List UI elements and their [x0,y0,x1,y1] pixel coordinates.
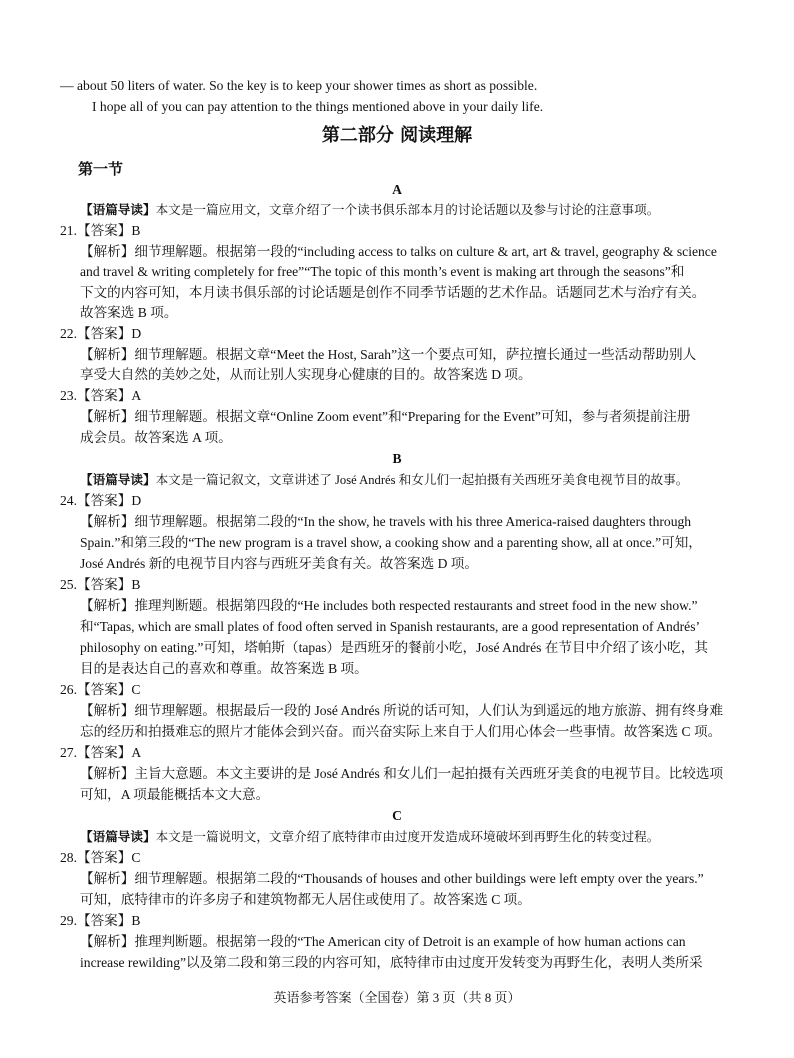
page-footer: 英语参考答案（全国卷）第 3 页（共 8 页） [273,990,521,1005]
analysis-21-line-3: 下文的内容可知，本月读书俱乐部的讨论话题是创作不同季节话题的艺术作品。话题同艺术与治疗有关。 [80,285,706,300]
part-title: 第二部分 阅读理解 [321,125,473,146]
analysis-29-line-1: 【解析】推理判断题。根据第一段的“The American city of Detroit is an example of how human actions can [80,934,686,949]
answer-29: 29.【答案】B [60,913,141,928]
answer-23: 23.【答案】A [60,388,142,403]
analysis-25-line-2: 和“Tapas, which are small plates of food often served in Spanish restaurants, are a good representation of Andrés’ [80,619,701,634]
analysis-21-line-4: 故答案选 B 项。 [80,305,178,320]
passage-guide-a [80,200,659,220]
passage-guide-c [80,827,659,847]
guide-tag: 【语篇导读】 [80,472,156,487]
analysis-25-line-1: 【解析】推理判断题。根据第四段的“He includes both respected restaurants and street food in the new show.” [80,598,698,613]
guide-text: 本文是一篇说明文，文章介绍了底特律市由过度开发造成环境破坏到再野生化的转变过程。 [155,830,660,844]
answer-22: 22.【答案】D [60,326,142,341]
guide-text: 本文是一篇应用文，文章介绍了一个读书俱乐部本月的讨论话题以及参与讨论的注意事项。 [155,203,660,217]
section-title: 第一节 [78,160,124,178]
analysis-21-line-1: 【解析】细节理解题。根据第一段的“including access to talks on culture & art, art & travel, geography & science [80,244,717,259]
analysis-24-line-3: José Andrés 新的电视节目内容与西班牙美食有关。故答案选 D 项。 [80,556,478,571]
intro-line-2: I hope all of you can pay attention to the things mentioned above in your daily life. [92,99,544,114]
answer-25: 25.【答案】B [60,577,141,592]
guide-text: 本文是一篇记叙文，文章讲述了 José Andrés 和女儿们一起拍摄有关西班牙美食电视节目的故事。 [155,473,689,487]
answer-26: 26.【答案】C [60,682,141,697]
passage-letter-c: C [392,808,402,823]
analysis-28-line-2: 可知，底特律市的许多房子和建筑物都无人居住或使用了。故答案选 C 项。 [80,892,531,907]
guide-tag: 【语篇导读】 [80,829,156,844]
analysis-24-line-2: Spain.”和第三段的“The new program is a travel show, a cooking show and a parenting show, all at once.”可知， [80,535,702,550]
analysis-23-line-2: 成会员。故答案选 A 项。 [80,430,232,445]
passage-letter-a: A [392,182,402,197]
analysis-29-line-2: increase rewilding”以及第二段和第三段的内容可知，底特律市由过度开发转变为再野生化，表明人类所采 [80,955,703,970]
answer-27: 27.【答案】A [60,745,142,760]
passage-guide-b [80,470,688,490]
analysis-23-line-1: 【解析】细节理解题。根据文章“Online Zoom event”和“Preparing for the Event”可知，参与者须提前注册 [80,409,691,424]
passage-letter-b: B [392,451,402,466]
analysis-24-line-1: 【解析】细节理解题。根据第二段的“In the show, he travels with his three America-raised daughters through [80,514,692,529]
analysis-25-line-3: philosophy on eating.”可知，塔帕斯（tapas）是西班牙的餐前小吃，José Andrés 在节目中介绍了该小吃，其 [80,640,708,655]
analysis-26-line-1: 【解析】细节理解题。根据最后一段的 José Andrés 所说的话可知，人们认为到遥远的地方旅游、拥有终身难 [80,703,724,718]
analysis-25-line-4: 目的是表达自己的喜欢和尊重。故答案选 B 项。 [80,661,368,676]
analysis-28-line-1: 【解析】细节理解题。根据第二段的“Thousands of houses and other buildings were left empty over the years.” [80,871,704,886]
analysis-22-line-1: 【解析】细节理解题。根据文章“Meet the Host, Sarah”这一个要点可知，萨拉擅长通过一些活动帮助别人 [80,347,697,362]
answer-24: 24.【答案】D [60,493,142,508]
analysis-21-line-2: and travel & writing completely for free”“The topic of this month’s event is making art through the seasons”和 [80,264,685,279]
analysis-26-line-2: 忘的经历和拍摄难忘的照片才能体会到兴奋。而兴奋实际上来自于人们用心体会一些事情。故答案选 C 项。 [80,724,722,739]
intro-line-1: — about 50 liters of water. So the key is to keep your shower times as short as possible. [60,78,538,93]
analysis-27-line-2: 可知，A 项最能概括本文大意。 [80,787,270,802]
answer-28: 28.【答案】C [60,850,141,865]
guide-tag: 【语篇导读】 [80,202,156,217]
analysis-27-line-1: 【解析】主旨大意题。本文主要讲的是 José Andrés 和女儿们一起拍摄有关西班牙美食的电视节目。比较选项 [80,766,724,781]
answer-21: 21.【答案】B [60,223,141,238]
analysis-22-line-2: 享受大自然的美妙之处，从而让别人实现身心健康的目的。故答案选 D 项。 [80,367,532,382]
